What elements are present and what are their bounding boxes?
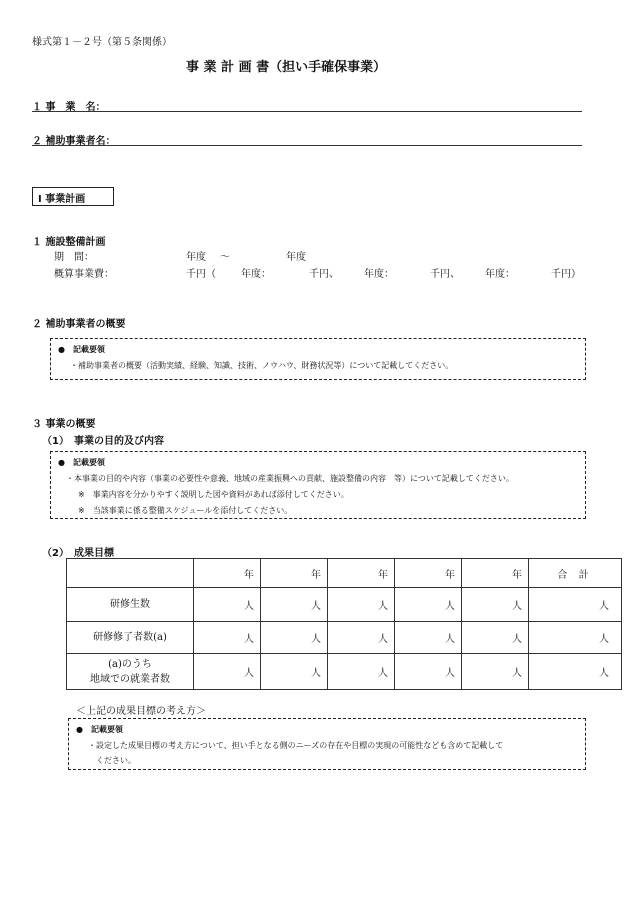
year-header: 年 <box>328 559 395 588</box>
year-header: 年 <box>395 559 462 588</box>
table-cell[interactable]: 人 <box>395 588 462 622</box>
form-number: 様式第１－２号（第５条関係） <box>32 37 172 48</box>
table-cell[interactable]: 人 <box>462 588 529 622</box>
row-label-line1: (a)のうち <box>108 658 152 670</box>
operator-name-line[interactable] <box>32 145 582 146</box>
operator-name-label: ２ 補助事業者名： <box>32 136 116 147</box>
project-name-line[interactable] <box>32 111 582 112</box>
table-cell[interactable]: 人 <box>261 588 328 622</box>
period-tilde: ～ <box>220 252 230 263</box>
page-title: 事 業 計 画 書（担い手確保事業） <box>186 60 387 75</box>
cost-year2: 年度： <box>364 269 394 280</box>
table-cell[interactable]: 人 <box>529 654 622 690</box>
cost-unit2: 千円、 <box>430 269 460 280</box>
row-label <box>67 654 194 690</box>
table-cell[interactable]: 人 <box>529 622 622 654</box>
note-title: ● 記載要領 <box>58 458 105 467</box>
period-year-start: 年度 <box>186 252 206 263</box>
cost-label: 概算事業費： <box>54 269 114 280</box>
row-label-line2: 地域での就業者数 <box>90 673 170 685</box>
table-corner-cell <box>67 559 194 588</box>
total-header: 合 計 <box>529 559 622 588</box>
table-cell[interactable]: 人 <box>462 622 529 654</box>
note-line: ください。 <box>96 756 136 765</box>
table-header-row <box>67 559 622 588</box>
approach-label: ＜上記の成果目標の考え方＞ <box>76 706 206 717</box>
project-name-label: １ 事 業 名： <box>32 102 106 113</box>
table-row <box>67 622 622 654</box>
cost-year3: 年度： <box>485 269 515 280</box>
project-overview-heading: ３ 事業の概要 <box>32 419 96 430</box>
table-cell[interactable]: 人 <box>194 588 261 622</box>
note-line: ・本事業の目的や内容（事業の必要性や意義、地域の産業振興への貢献、施設整備の内容 等）について記載してください。 <box>66 474 514 483</box>
table-cell[interactable]: 人 <box>395 654 462 690</box>
table-cell[interactable]: 人 <box>529 588 622 622</box>
table-cell[interactable]: 人 <box>328 588 395 622</box>
operator-overview-heading: ２ 補助事業者の概要 <box>32 319 126 330</box>
table-row <box>67 588 622 622</box>
note-title: ● 記載要領 <box>58 345 105 354</box>
table-cell[interactable]: 人 <box>395 622 462 654</box>
purpose-subheading: （1） 事業の目的及び内容 <box>42 436 164 447</box>
table-cell[interactable]: 人 <box>194 654 261 690</box>
year-header: 年 <box>462 559 529 588</box>
goals-subheading: （2） 成果目標 <box>42 548 114 559</box>
note-title: ● 記載要領 <box>76 725 123 734</box>
year-header: 年 <box>261 559 328 588</box>
table-cell[interactable]: 人 <box>194 622 261 654</box>
note-line: ・設定した成果目標の考え方について、担い手となる側のニーズの存在や目標の実現の可能性なども含めて記載して <box>88 741 504 750</box>
facility-plan-heading: １ 施設整備計画 <box>32 237 106 248</box>
table-cell[interactable]: 人 <box>261 622 328 654</box>
cost-year1: 年度： <box>241 269 271 280</box>
period-year-end: 年度 <box>286 252 306 263</box>
goals-table <box>66 558 622 690</box>
table-row <box>67 654 622 690</box>
operator-overview-note-box <box>50 338 586 380</box>
row-label: 研修生数 <box>67 588 194 622</box>
note-line: ・補助事業者の概要（活動実績、経験、知識、技術、ノウハウ、財務状況等）について記載してください。 <box>70 361 454 370</box>
year-header: 年 <box>194 559 261 588</box>
table-cell[interactable]: 人 <box>462 654 529 690</box>
cost-unit: 千円（ <box>186 269 216 280</box>
cost-unit3: 千円） <box>551 269 581 280</box>
table-cell[interactable]: 人 <box>328 622 395 654</box>
table-cell[interactable]: 人 <box>328 654 395 690</box>
period-label: 期 間： <box>54 252 94 263</box>
cost-unit1: 千円、 <box>309 269 339 280</box>
section-title: Ⅰ 事業計画 <box>38 194 86 205</box>
note-line: ※ 事業内容を分かりやすく説明した図や資料があれば添付してください。 <box>78 490 349 499</box>
table-cell[interactable]: 人 <box>261 654 328 690</box>
row-label: 研修修了者数(a) <box>67 622 194 654</box>
note-line: ※ 当該事業に係る整備スケジュールを添付してください。 <box>78 506 293 515</box>
